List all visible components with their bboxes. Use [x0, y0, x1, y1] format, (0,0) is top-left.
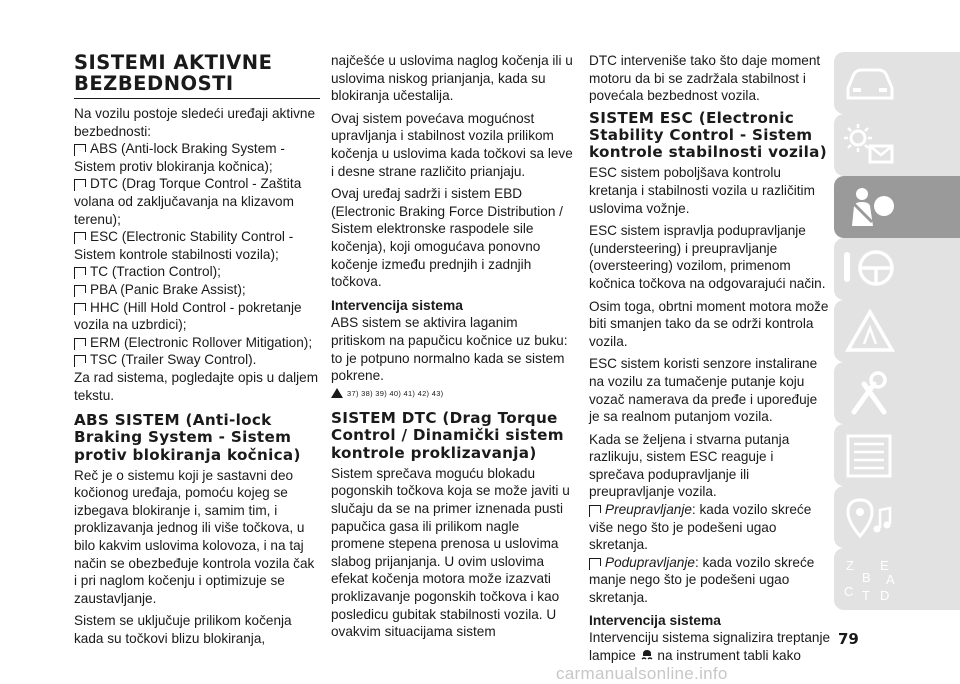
intervention-text: ABS sistem se aktivira laganim pritiskom na papučicu kočnice uz buku: to je potpuno normalno kada se sistem pokrene.: [331, 315, 568, 384]
index-letter: B: [862, 570, 871, 585]
list-item-text: TSC (Trailer Sway Control).: [90, 352, 257, 368]
intervention-text: [589, 629, 831, 664]
bullet-icon: [74, 303, 86, 311]
index-letter: Z: [846, 558, 854, 573]
tab-technical-data[interactable]: [834, 424, 960, 486]
intro-text: Na vozilu postoje sledeći uređaji aktivne bezbednosti:: [74, 106, 316, 139]
index-letter: E: [880, 558, 889, 573]
column-2: [331, 52, 573, 646]
sun-mail-icon: [840, 120, 900, 170]
list-item: [74, 351, 320, 369]
list-item-text: ERM (Electronic Rollover Mitigation);: [90, 334, 313, 350]
tab-starting-driving[interactable]: [834, 238, 960, 300]
column-1: [74, 52, 320, 653]
bullet-icon: [74, 355, 86, 363]
bullet-icon: [589, 505, 601, 513]
tab-emergency[interactable]: [834, 300, 960, 362]
checklist-icon: [840, 430, 900, 480]
list-item: [74, 140, 320, 175]
tab-index[interactable]: [834, 548, 960, 610]
intervention-heading: Intervencija sistema: [589, 612, 721, 628]
list-item-text: ESC (Electronic Stability Control - Sistem kontrole stabilnosti vozila);: [74, 229, 294, 262]
tab-dashboard[interactable]: [834, 52, 960, 114]
bullet-icon: [74, 267, 86, 275]
system-list: [74, 140, 320, 369]
warning-icon: [331, 388, 343, 398]
list-item-text: TC (Traction Control);: [90, 264, 221, 280]
ebd-paragraph: Ovaj uređaj sadrži i sistem EBD (Electronic Braking Force Distribution / Sistem elektronske raspodele sile kočenja), koji omogućava ponovno kočenje između prednjih i zadnjih točkova.: [331, 186, 563, 290]
bullet-icon: [589, 558, 601, 566]
tab-safety[interactable]: [834, 176, 960, 238]
bullet-icon: [74, 144, 86, 152]
index-letter: D: [880, 588, 890, 603]
column-3: [589, 52, 831, 669]
outro-text: Za rad sistema, pogledajte opis u daljem tekstu.: [74, 369, 319, 403]
navigation-music-icon: [840, 492, 900, 542]
definition-item: [589, 501, 831, 554]
list-item: [74, 263, 320, 281]
list-item-text: DTC (Drag Torque Control - Zaštita volana od zaključavanja na klizavom terenu);: [74, 176, 302, 227]
index-letter: C: [844, 584, 854, 599]
index-letter: T: [862, 588, 870, 603]
esc-heading: SISTEM ESC (Electronic Stability Control - Sistem kontrole stabilnosti vozila): [589, 108, 827, 162]
section-title: SISTEMI AKTIVNE BEZBEDNOSTI: [74, 52, 320, 99]
list-item-text: PBA (Panic Brake Assist);: [90, 281, 246, 297]
tools-icon: [840, 368, 900, 418]
list-item: [74, 299, 320, 334]
seatbelt-airbag-icon: [840, 182, 900, 232]
term: Preupravljanje: [605, 502, 692, 518]
list-item-text: HHC (Hill Hold Control - pokretanje vozila na uzbrdici);: [74, 299, 302, 333]
list-item-text: ABS (Anti-lock Braking System - Sistem protiv blokiranja kočnica);: [74, 141, 285, 174]
abs-paragraph: Ovaj sistem povećava mogućnost upravljanja i stabilnost vozila prilikom kočenja u uslovima kada točkovi sa leve i desne strane različito prianjaju.: [331, 110, 573, 179]
esc-paragraph: ESC sistem ispravlja podupravljanje (understeering) i preupravljanje (oversteering) vozilom, primenom kočnica točkova na odgovarajući način.: [589, 223, 826, 291]
esc-warning-lamp-icon: [640, 648, 654, 662]
bullet-icon: [74, 232, 86, 240]
intervention-text-part: na instrument tabli kako: [657, 647, 801, 663]
dtc-paragraph: DTC interveniše tako što daje moment motoru da bi se zadržala stabilnost i povećala bezbednost vozila.: [589, 53, 821, 104]
esc-paragraph: Osim toga, obrtni moment motora može biti smanjen tako da se održi kontrola vozila.: [589, 298, 829, 349]
page-number: 79: [838, 630, 859, 648]
abs-paragraph: Reč je o sistemu koji je sastavni deo kočionog uređaja, pomoću kojeg se izbegava blokiranje i, samim tim, i proklizavanja jednog ili više točkova, u bilo kakvim uslovima kolovoza, i na taj način se obezbeđuje kontrola vozila čak i pri naglom kočenju i optimizuje se zaustavljanje.: [74, 467, 315, 606]
definition-item: [589, 554, 831, 607]
esc-paragraph: ESC sistem koristi senzore instalirane na vozilu za tumačenje putanje koju vozač namerava da pređe i upoređuje je sa realnom putanjom vozila.: [589, 356, 818, 425]
car-dashboard-icon: [840, 58, 900, 108]
esc-paragraph: ESC sistem poboljšava kontrolu kretanja i stabilnosti vozila u različitim uslovima vožnje.: [589, 165, 815, 216]
bullet-icon: [74, 179, 86, 187]
definition: : kada vozilo skreće više nego što je podešeni ugao skretanja.: [589, 502, 812, 553]
term: Podupravljanje: [605, 554, 695, 570]
intervention-text-part: Intervenciju sistema signalizira treptanje lampice: [589, 630, 831, 663]
definition: : kada vozilo skreće manje nego što je podešeni ugao skretanja.: [589, 554, 815, 606]
dtc-heading: SISTEM DTC (Drag Torque Control / Dinamički sistem kontrole proklizavanja): [331, 409, 564, 462]
steering-wheel-icon: [840, 244, 900, 294]
chapter-sidebar: [834, 52, 960, 612]
dtc-paragraph: Sistem sprečava moguću blokadu pogonskih točkova koja se može javiti u slučaju da se na primer iznenada pusti papučica gasa ili prilikom nagle promene stepena prenosa u uslovima slabog prijanjanja. U ovim uslovima efekat kočenja motora može izazvati proklizavanje pogonskih točkova i kao posledicu gubitak stabilnosti vozila. U ovakvim situacijama sistem: [331, 465, 570, 640]
list-item: [74, 334, 320, 352]
abs-heading: ABS SISTEM (Anti-lock Braking System - Sistem protiv blokiranja kočnica): [74, 411, 301, 464]
watermark: carmanualsonline.info: [556, 664, 728, 683]
reference-numbers: 37) 38) 39) 40) 41) 42) 43): [347, 388, 444, 398]
list-item: [74, 281, 320, 299]
warning-road-icon: [840, 306, 900, 356]
tab-multimedia[interactable]: [834, 486, 960, 548]
abs-paragraph: najčešće u uslovima naglog kočenja ili u uslovima niskog prianjanja, kada su blokiranja učestalija.: [331, 53, 573, 104]
index-letter: A: [886, 572, 895, 587]
abs-paragraph: Sistem se uključuje prilikom kočenja kada su točkovi blizu blokiranja,: [74, 613, 292, 647]
tab-lights[interactable]: [834, 114, 960, 176]
alphabet-index-icon: [840, 554, 900, 610]
bullet-icon: [74, 338, 86, 346]
warning-references: [331, 385, 573, 403]
list-item: [74, 228, 320, 263]
tab-maintenance[interactable]: [834, 362, 960, 424]
esc-paragraph: Kada se željena i stvarna putanja razlikuju, sistem ESC reaguje i sprečava podupravljanje ili preupravljanje vozila.: [589, 431, 790, 500]
list-item: [74, 175, 320, 228]
intervention-heading: Intervencija sistema: [331, 297, 463, 313]
bullet-icon: [74, 285, 86, 293]
